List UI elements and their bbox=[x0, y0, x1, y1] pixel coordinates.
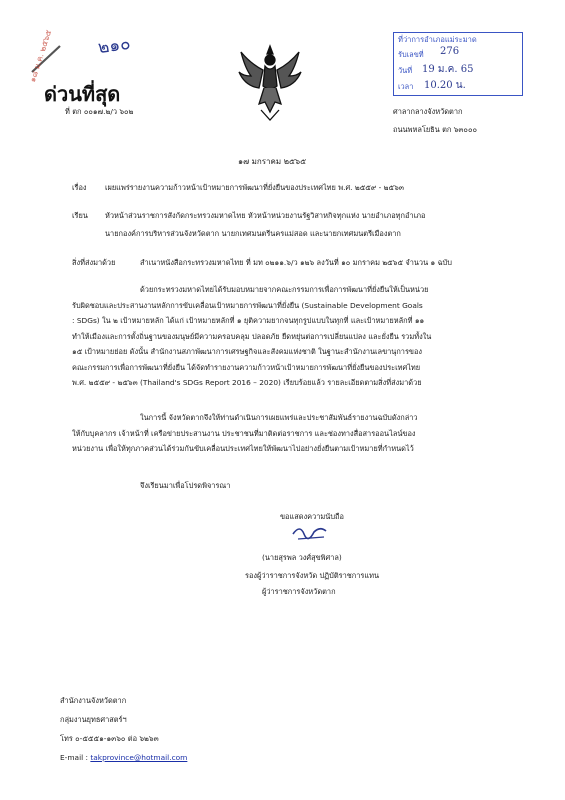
body-line: พ.ศ. ๒๕๕๙ - ๒๕๖๓ (Thailand's SDGs Report 2016 – 2020) เรียบร้อยแล้ว รายละเอียดตามสิ่งที่ส่งมาด้วย bbox=[72, 378, 422, 387]
footer-office: สำนักงานจังหวัดตาก bbox=[60, 696, 127, 705]
receipt-number-value: 276 bbox=[440, 46, 460, 57]
to-label: เรียน bbox=[72, 211, 88, 220]
to-line2: นายกองค์การบริหารส่วนจังหวัดตาก นายกเทศมนตรีนครแม่สอด และนายกเทศมนตรีเมืองตาก bbox=[105, 229, 401, 238]
footer-email-label: E-mail : bbox=[60, 753, 89, 762]
body-line: คณะกรรมการเพื่อการพัฒนาที่ยั่งยืน ได้จัดทำรายงานความก้าวหน้าเป้าหมายการพัฒนาที่ยั่งยืนของประเทศไทย bbox=[72, 362, 421, 372]
red-date-stamp: ๑๘ ม.ค. ๒๕๖๕ bbox=[27, 28, 54, 84]
receipt-date-value: 19 ม.ค. 65 bbox=[422, 64, 474, 75]
signer-position-line2: ผู้ว่าราชการจังหวัดตาก bbox=[262, 587, 336, 596]
body-line: ในการนี้ จังหวัดตากจึงให้ท่านดำเนินการเผยแพร่และประชาสัมพันธ์รายงานฉบับดังกล่าว bbox=[140, 413, 418, 422]
handwritten-note: ๒๑๐ bbox=[96, 33, 132, 59]
subject-text: เผยแพร่รายงานความก้าวหน้าเป้าหมายการพัฒนาที่ยั่งยืนของประเทศไทย พ.ศ. ๒๕๕๙ - ๒๕๖๓ bbox=[105, 183, 404, 192]
handwritten-signature bbox=[290, 522, 330, 544]
footer-email-row bbox=[60, 754, 187, 761]
issuer-address-line1: ศาลากลางจังหวัดตาก bbox=[393, 107, 463, 116]
receipt-number-label: รับเลขที่ bbox=[398, 50, 424, 59]
receipt-time-label: เวลา bbox=[398, 82, 414, 91]
body-paragraph-2 bbox=[72, 410, 542, 457]
body-line: หน่วยงาน เพื่อให้ทุกภาคส่วนได้ร่วมกันขับเคลื่อนประเทศไทยให้พัฒนาไปอย่างยั่งยืนตามเป้าหมายที่กำหนดไว้ bbox=[72, 444, 414, 453]
closing-line: จึงเรียนมาเพื่อโปรดพิจารณา bbox=[140, 481, 231, 490]
signer-position-line1: รองผู้ว่าราชการจังหวัด ปฏิบัติราชการแทน bbox=[245, 571, 380, 580]
body-paragraph-1 bbox=[72, 282, 542, 391]
body-line: รับผิดชอบและประสานงานหลักการขับเคลื่อนเป้าหมายการพัฒนาที่ยั่งยืน (Sustainable Development Goals bbox=[72, 300, 423, 310]
body-line: : SDGs) ใน ๒ เป้าหมายหลัก ได้แก่ เป้าหมายหลักที่ ๑ ยุติความยากจนทุกรูปแบบในทุกที่ และเป้าหมายหลักที่ ๑๑ bbox=[72, 316, 425, 325]
receipt-date-label: วันที่ bbox=[398, 66, 413, 75]
signer-name: (นายสุรพล วงศ์สุขพิศาล) bbox=[262, 553, 342, 562]
footer-phone: โทร ๐-๕๕๕๑-๑๓๖๐ ต่อ ๖๒๖๓ bbox=[60, 734, 159, 743]
body-line: ทำให้เมืองและการตั้งถิ่นฐานของมนุษย์มีความครอบคลุม ปลอดภัย ยืดหยุ่นต่อการเปลี่ยนแปลง และยั่งยืน รวมทั้งใน bbox=[72, 331, 432, 341]
receipt-stamp-title: ที่ว่าการอำเภอแม่ระมาด bbox=[398, 35, 477, 44]
enclosure-text: สำเนาหนังสือกระทรวงมหาดไทย ที่ มท ๐๒๑๑.๖/ว ๑๒๖ ลงวันที่ ๑๐ มกราคม ๒๕๖๕ จำนวน ๑ ฉบับ bbox=[140, 258, 452, 267]
letter-date: ๑๗ มกราคม ๒๕๖๕ bbox=[238, 157, 307, 166]
subject-label: เรื่อง bbox=[72, 183, 87, 192]
body-line: ด้วยกระทรวงมหาดไทยได้รับมอบหมายจากคณะกรรมการเพื่อการพัฒนาที่ยั่งยืนให้เป็นหน่วย bbox=[140, 285, 429, 294]
document-number: ที่ ตก ๐๐๑๗.๒/ว ๖๐๒ bbox=[65, 107, 134, 116]
to-line1: หัวหน้าส่วนราชการสังกัดกระทรวงมหาดไทย หัวหน้าหน่วยงานรัฐวิสาหกิจทุกแห่ง นายอำเภอทุกอำเภอ bbox=[105, 211, 426, 220]
urgency-label: ด่วนที่สุด bbox=[44, 82, 121, 106]
garuda-emblem-icon bbox=[237, 42, 303, 122]
receipt-time-value: 10.20 น. bbox=[424, 80, 466, 91]
footer-email-link[interactable]: takprovince@hotmail.com bbox=[90, 753, 188, 762]
receipt-stamp bbox=[393, 32, 523, 96]
footer-group: กลุ่มงานยุทธศาสตร์ฯ bbox=[60, 715, 127, 724]
issuer-address-line2: ถนนพหลโยธิน ตก ๖๓๐๐๐ bbox=[393, 125, 477, 134]
body-line: ๑๕ เป้าหมายย่อย ดังนั้น สำนักงานสภาพัฒนาการเศรษฐกิจและสังคมแห่งชาติ ในฐานะสำนักงานเลขานุการของ bbox=[72, 347, 423, 356]
enclosure-label: สิ่งที่ส่งมาด้วย bbox=[72, 258, 116, 267]
body-line: ให้กับบุคลากร เจ้าหน้าที่ เครือข่ายประสานงาน ประชาชนที่มาติดต่อราชการ และช่องทางสื่อสารออนไลน์ของ bbox=[72, 428, 416, 438]
regards-line: ขอแสดงความนับถือ bbox=[280, 512, 344, 521]
